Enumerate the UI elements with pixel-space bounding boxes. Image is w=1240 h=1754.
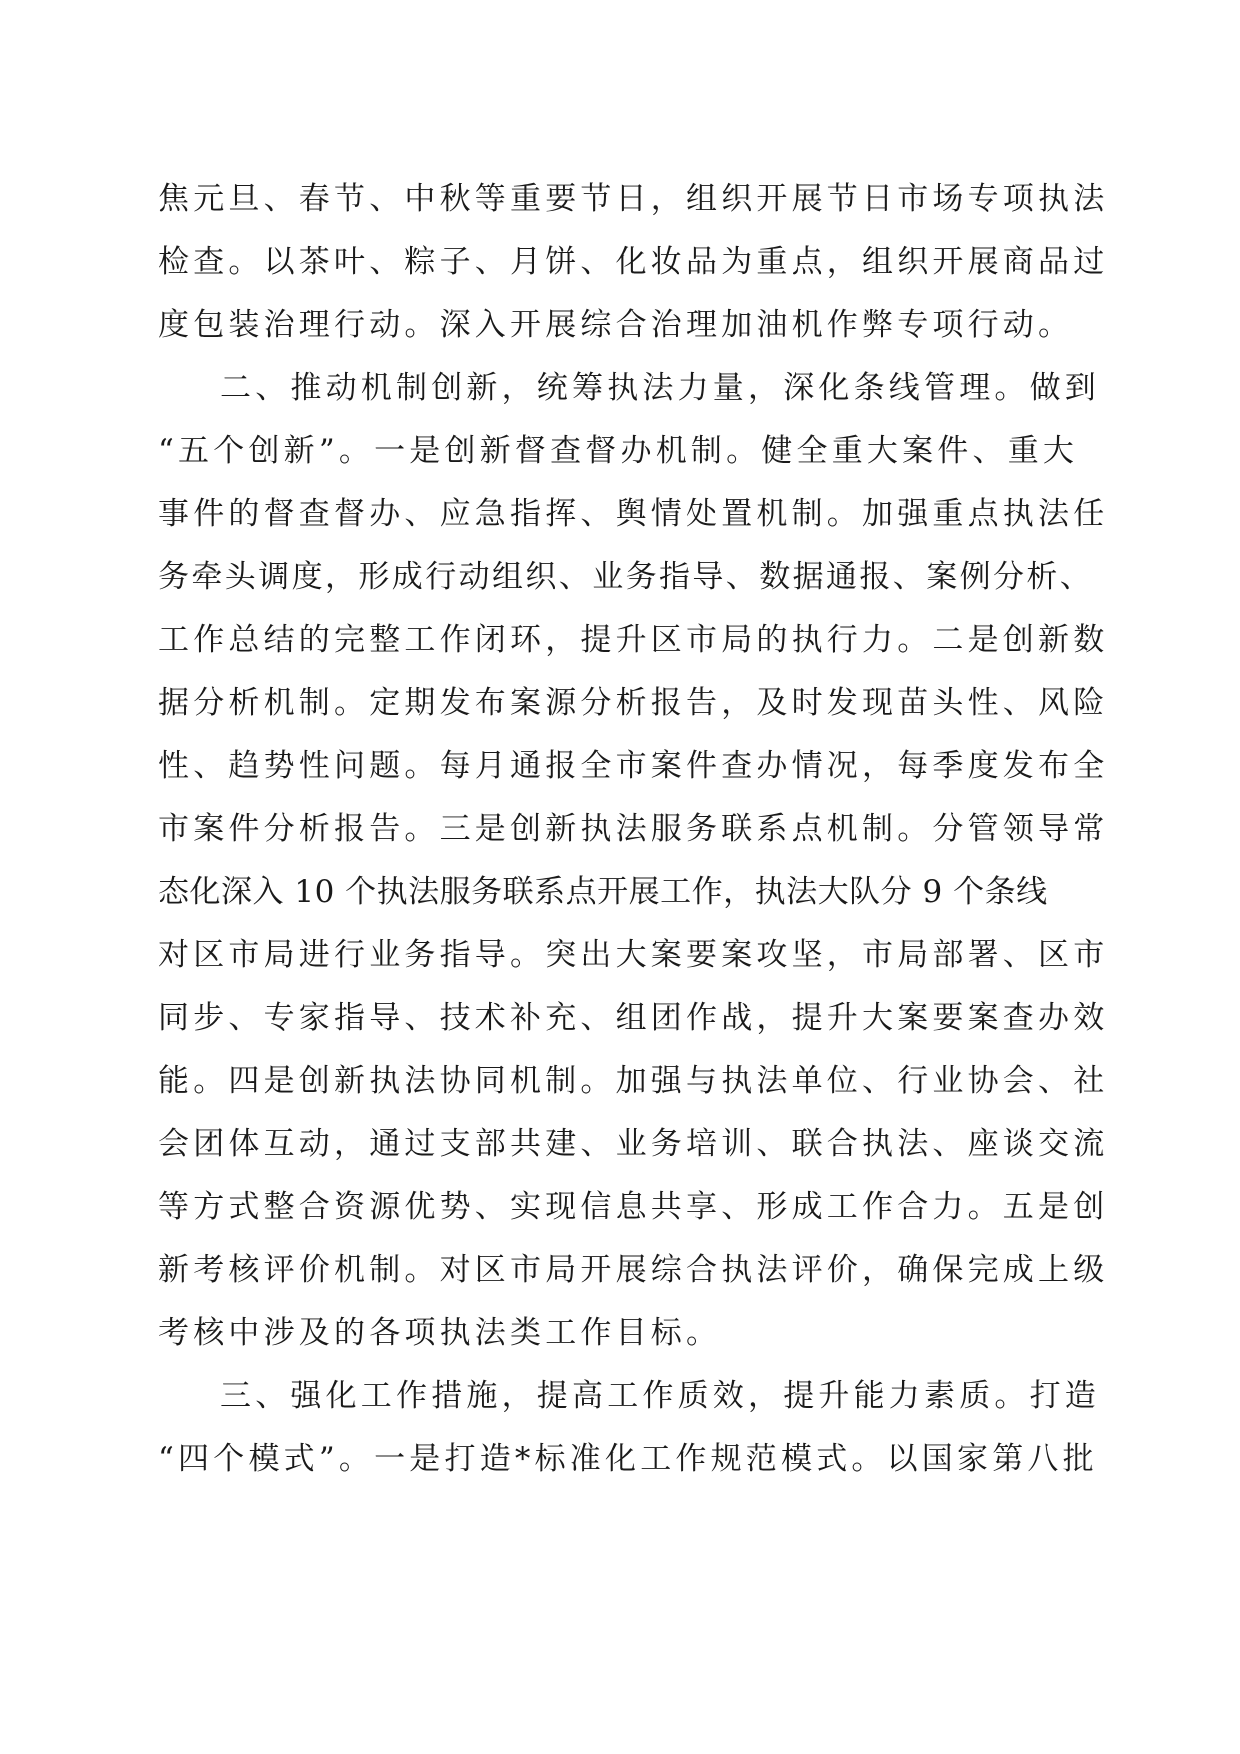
text-line: “五个创新”。一是创新督查督办机制。健全重大案件、重大 (158, 433, 1079, 469)
text-line: 事件的督查督办、应急指挥、舆情处置机制。加强重点执法任 (158, 496, 1109, 532)
text-line: 检查。以茶叶、粽子、月饼、化妆品为重点，组织开展商品过 (158, 244, 1109, 280)
text-line: 度包装治理行动。深入开展综合治理加油机作弊专项行动。 (158, 307, 1074, 343)
paragraph-heading-line: 二、推动机制创新，统筹执法力量，深化条线管理。做到 (220, 370, 1100, 406)
text-line: 性、趋势性问题。每月通报全市案件查办情况，每季度发布全 (158, 748, 1109, 784)
text-line: 对区市局进行业务指导。突出大案要案攻坚，市局部署、区市 (158, 937, 1109, 973)
text-line: 市案件分析报告。三是创新执法服务联系点机制。分管领导常 (158, 811, 1109, 847)
text-line: 焦元旦、春节、中秋等重要节日，组织开展节日市场专项执法 (158, 181, 1109, 217)
text-line: 新考核评价机制。对区市局开展综合执法评价，确保完成上级 (158, 1252, 1109, 1288)
text-line: 务牵头调度，形成行动组织、业务指导、数据通报、案例分析、 (158, 559, 1094, 595)
paragraph-heading-line: 三、强化工作措施，提高工作质效，提升能力素质。打造 (220, 1378, 1100, 1414)
text-line: “四个模式”。一是打造*标准化工作规范模式。以国家第八批 (158, 1441, 1098, 1477)
text-line: 等方式整合资源优势、实现信息共享、形成工作合力。五是创 (158, 1189, 1109, 1225)
text-line: 工作总结的完整工作闭环，提升区市局的执行力。二是创新数 (158, 622, 1109, 658)
text-line: 能。四是创新执法协同机制。加强与执法单位、行业协会、社 (158, 1063, 1109, 1099)
text-line: 同步、专家指导、技术补充、组团作战，提升大案要案查办效 (158, 1000, 1109, 1036)
text-line: 考核中涉及的各项执法类工作目标。 (158, 1315, 722, 1351)
text-line: 会团体互动，通过支部共建、业务培训、联合执法、座谈交流 (158, 1126, 1109, 1162)
text-line: 据分析机制。定期发布案源分析报告，及时发现苗头性、风险 (158, 685, 1109, 721)
text-line: 态化深入 10 个执法服务联系点开展工作，执法大队分 9 个条线 (158, 874, 1048, 910)
